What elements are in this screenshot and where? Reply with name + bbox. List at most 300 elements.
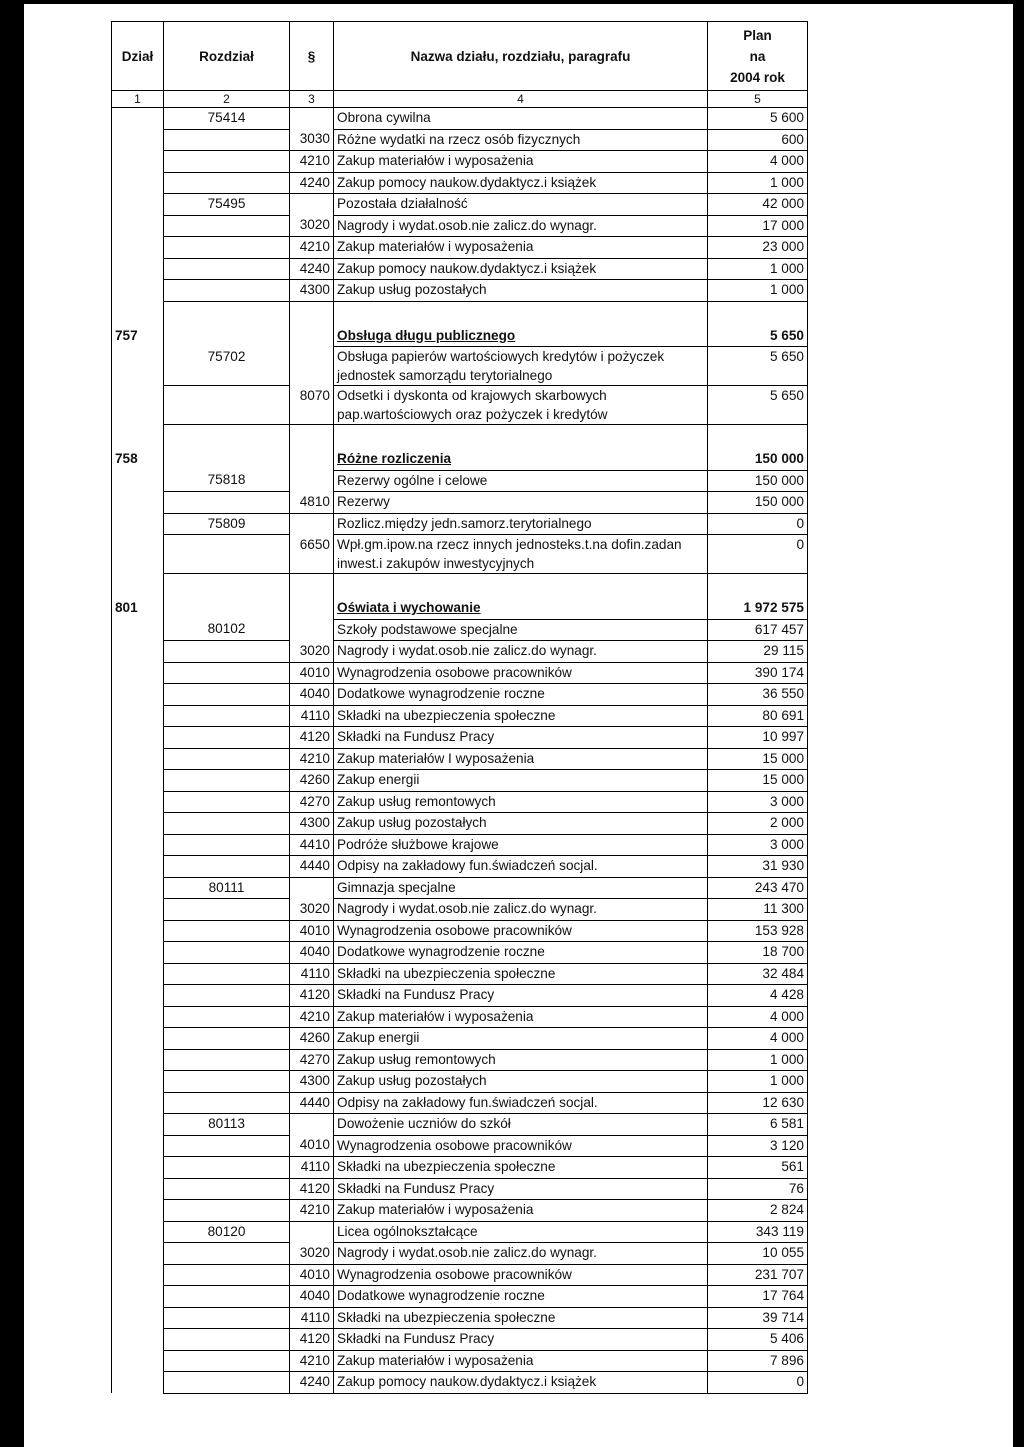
dzial-code bbox=[112, 1092, 164, 1114]
plan-value: 4 000 bbox=[708, 151, 808, 173]
item-name: Składki na ubezpieczenia społeczne bbox=[334, 963, 708, 985]
rozdzial-row bbox=[112, 877, 808, 899]
scan-edge-top bbox=[0, 0, 1024, 4]
header-nazwa: Nazwa działu, rozdziału, paragrafu bbox=[334, 22, 708, 91]
paragraf-code: 4010 bbox=[290, 662, 334, 684]
plan-value: 3 120 bbox=[708, 1135, 808, 1157]
dzial-code bbox=[112, 386, 164, 425]
rozdzial-code bbox=[164, 1286, 290, 1308]
dzial-code bbox=[112, 727, 164, 749]
plan-value: 1 000 bbox=[708, 258, 808, 280]
item-name: Składki na Fundusz Pracy bbox=[334, 727, 708, 749]
item-name: Wynagrodzenia osobowe pracowników bbox=[334, 920, 708, 942]
plan-value: 12 630 bbox=[708, 1092, 808, 1114]
paragraf-code: 4040 bbox=[290, 1286, 334, 1308]
paragraf-row bbox=[112, 1329, 808, 1351]
item-name: Odpisy na zakładowy fun.świadczeń socjal. bbox=[334, 1092, 708, 1114]
paragraf-code: 4010 bbox=[290, 920, 334, 942]
paragraf-code: 4210 bbox=[290, 748, 334, 770]
paragraf-row bbox=[112, 386, 808, 425]
rozdzial-code bbox=[164, 215, 290, 237]
dzial-code bbox=[112, 1178, 164, 1200]
item-name: Dowożenie uczniów do szkół bbox=[334, 1114, 708, 1136]
item-name: Zakup usług pozostałych bbox=[334, 1071, 708, 1093]
item-name: Dodatkowe wynagrodzenie roczne bbox=[334, 942, 708, 964]
scan-edge-right bbox=[1013, 0, 1024, 1447]
rozdzial-code: 75702 bbox=[164, 347, 290, 386]
paragraf-code: 4110 bbox=[290, 963, 334, 985]
paragraf-row bbox=[112, 1178, 808, 1200]
spacer-cell bbox=[164, 301, 290, 326]
rozdzial-code bbox=[164, 151, 290, 173]
paragraf-code: 4210 bbox=[290, 1006, 334, 1028]
rozdzial-code bbox=[164, 1200, 290, 1222]
paragraf-row bbox=[112, 1157, 808, 1179]
paragraf-row bbox=[112, 280, 808, 302]
dzial-code: 801 bbox=[112, 598, 164, 619]
rozdzial-row bbox=[112, 1221, 808, 1243]
plan-value: 1 000 bbox=[708, 172, 808, 194]
spacer-cell bbox=[112, 301, 164, 326]
header-plan-line3: 2004 rok bbox=[730, 69, 785, 85]
plan-value: 1 000 bbox=[708, 1071, 808, 1093]
header-plan bbox=[708, 22, 808, 91]
plan-value: 2 824 bbox=[708, 1200, 808, 1222]
paragraf-code bbox=[290, 194, 334, 216]
plan-value: 4 428 bbox=[708, 985, 808, 1007]
plan-value: 0 bbox=[708, 535, 808, 574]
paragraf-row bbox=[112, 985, 808, 1007]
dzial-code bbox=[112, 1350, 164, 1372]
rozdzial-code bbox=[164, 129, 290, 151]
paragraf-row bbox=[112, 641, 808, 663]
rozdzial-code: 75414 bbox=[164, 108, 290, 130]
paragraf-code: 4810 bbox=[290, 492, 334, 514]
rozdzial-code bbox=[164, 705, 290, 727]
paragraf-code: 3030 bbox=[290, 129, 334, 151]
paragraf-code bbox=[290, 513, 334, 535]
dzial-code bbox=[112, 920, 164, 942]
rozdzial-code bbox=[164, 856, 290, 878]
dzial-code bbox=[112, 942, 164, 964]
dzial-code bbox=[112, 1286, 164, 1308]
rozdzial-code bbox=[164, 641, 290, 663]
plan-value: 4 000 bbox=[708, 1028, 808, 1050]
item-name: Zakup materiałów i wyposażenia bbox=[334, 1200, 708, 1222]
plan-value: 5 650 bbox=[708, 386, 808, 425]
item-name: Zakup pomocy naukow.dydaktycz.i książek bbox=[334, 172, 708, 194]
item-name: Obsługa długu publicznego bbox=[334, 326, 708, 347]
header-paragraf: § bbox=[290, 22, 334, 91]
rozdzial-code bbox=[164, 237, 290, 259]
dzial-code bbox=[112, 705, 164, 727]
item-name: Rezerwy bbox=[334, 492, 708, 514]
paragraf-code: 4120 bbox=[290, 1178, 334, 1200]
rozdzial-code bbox=[164, 1243, 290, 1265]
plan-value: 600 bbox=[708, 129, 808, 151]
paragraf-code: 4110 bbox=[290, 1307, 334, 1329]
rozdzial-row bbox=[112, 619, 808, 641]
plan-value: 29 115 bbox=[708, 641, 808, 663]
paragraf-row bbox=[112, 662, 808, 684]
paragraf-code: 4240 bbox=[290, 1372, 334, 1394]
plan-value: 343 119 bbox=[708, 1221, 808, 1243]
plan-value: 150 000 bbox=[708, 449, 808, 470]
rozdzial-code bbox=[164, 1135, 290, 1157]
item-name: Zakup usług pozostałych bbox=[334, 280, 708, 302]
spacer-cell bbox=[164, 425, 290, 450]
paragraf-code: 4210 bbox=[290, 237, 334, 259]
paragraf-code: 3020 bbox=[290, 641, 334, 663]
paragraf-row bbox=[112, 1243, 808, 1265]
paragraf-row bbox=[112, 151, 808, 173]
rozdzial-code bbox=[164, 535, 290, 574]
paragraf-row bbox=[112, 1307, 808, 1329]
paragraf-code: 4210 bbox=[290, 1350, 334, 1372]
spacer-cell bbox=[334, 425, 708, 450]
header-plan-line1: Plan bbox=[743, 27, 772, 43]
dzial-code bbox=[112, 1329, 164, 1351]
item-name: Zakup usług pozostałych bbox=[334, 813, 708, 835]
plan-value: 3 000 bbox=[708, 834, 808, 856]
paragraf-code: 4110 bbox=[290, 1157, 334, 1179]
plan-value: 150 000 bbox=[708, 470, 808, 492]
item-name: Składki na Fundusz Pracy bbox=[334, 1329, 708, 1351]
plan-value: 32 484 bbox=[708, 963, 808, 985]
paragraf-code: 4010 bbox=[290, 1264, 334, 1286]
item-name: Zakup materiałów i wyposażenia bbox=[334, 237, 708, 259]
dzial-code bbox=[112, 619, 164, 641]
table-header bbox=[112, 22, 808, 108]
paragraf-row bbox=[112, 1372, 808, 1394]
item-name: Nagrody i wydat.osob.nie zalicz.do wynagr. bbox=[334, 1243, 708, 1265]
rozdzial-code bbox=[164, 920, 290, 942]
dzial-code bbox=[112, 513, 164, 535]
item-name: Różne wydatki na rzecz osób fizycznych bbox=[334, 129, 708, 151]
dzial-code bbox=[112, 1372, 164, 1394]
dzial-code bbox=[112, 172, 164, 194]
item-name: Gimnazja specjalne bbox=[334, 877, 708, 899]
plan-value: 11 300 bbox=[708, 899, 808, 921]
paragraf-code bbox=[290, 347, 334, 386]
paragraf-code: 4410 bbox=[290, 834, 334, 856]
spacer-cell bbox=[112, 574, 164, 599]
plan-value: 6 581 bbox=[708, 1114, 808, 1136]
rozdzial-row bbox=[112, 513, 808, 535]
item-name: Zakup materiałów i wyposażenia bbox=[334, 151, 708, 173]
column-number: 3 bbox=[290, 91, 334, 108]
paragraf-code: 4300 bbox=[290, 1071, 334, 1093]
item-name: Odpisy na zakładowy fun.świadczeń socjal. bbox=[334, 856, 708, 878]
spacer-cell bbox=[708, 425, 808, 450]
dzial-code bbox=[112, 877, 164, 899]
rozdzial-code bbox=[164, 727, 290, 749]
item-name: Nagrody i wydat.osob.nie zalicz.do wynagr. bbox=[334, 215, 708, 237]
plan-value: 15 000 bbox=[708, 770, 808, 792]
paragraf-code: 3020 bbox=[290, 899, 334, 921]
item-name: Obrona cywilna bbox=[334, 108, 708, 130]
rozdzial-code bbox=[164, 1329, 290, 1351]
paragraf-row bbox=[112, 813, 808, 835]
rozdzial-code bbox=[164, 1071, 290, 1093]
plan-value: 23 000 bbox=[708, 237, 808, 259]
rozdzial-code bbox=[164, 899, 290, 921]
rozdzial-code bbox=[164, 1372, 290, 1394]
paragraf-row bbox=[112, 237, 808, 259]
spacer-row bbox=[112, 425, 808, 450]
dzial-code bbox=[112, 492, 164, 514]
dzial-code bbox=[112, 108, 164, 130]
rozdzial-row bbox=[112, 1114, 808, 1136]
plan-value: 0 bbox=[708, 513, 808, 535]
paragraf-code: 4210 bbox=[290, 151, 334, 173]
rozdzial-code bbox=[164, 985, 290, 1007]
plan-value: 10 055 bbox=[708, 1243, 808, 1265]
paragraf-row bbox=[112, 258, 808, 280]
rozdzial-code bbox=[164, 748, 290, 770]
paragraf-row bbox=[112, 1286, 808, 1308]
plan-value: 4 000 bbox=[708, 1006, 808, 1028]
dzial-code bbox=[112, 535, 164, 574]
spacer-cell bbox=[708, 574, 808, 599]
item-name: Składki na ubezpieczenia społeczne bbox=[334, 705, 708, 727]
item-name: Składki na Fundusz Pracy bbox=[334, 985, 708, 1007]
spacer-cell bbox=[290, 301, 334, 326]
paragraf-code bbox=[290, 619, 334, 641]
paragraf-row bbox=[112, 1006, 808, 1028]
item-name: Zakup pomocy naukow.dydaktycz.i książek bbox=[334, 1372, 708, 1394]
item-name: Zakup materiałów i wyposażenia bbox=[334, 1350, 708, 1372]
plan-value: 3 000 bbox=[708, 791, 808, 813]
dzial-code bbox=[112, 1071, 164, 1093]
rozdzial-code bbox=[164, 449, 290, 470]
paragraf-code: 4040 bbox=[290, 942, 334, 964]
budget-table bbox=[111, 21, 808, 1394]
rozdzial-code: 80102 bbox=[164, 619, 290, 641]
paragraf-code: 3020 bbox=[290, 1243, 334, 1265]
header-rozdzial: Rozdział bbox=[164, 22, 290, 91]
paragraf-code: 4300 bbox=[290, 280, 334, 302]
paragraf-row bbox=[112, 215, 808, 237]
rozdzial-code bbox=[164, 258, 290, 280]
column-number: 1 bbox=[112, 91, 164, 108]
paragraf-code: 4240 bbox=[290, 258, 334, 280]
paragraf-code: 4270 bbox=[290, 791, 334, 813]
item-name: Wpł.gm.ipow.na rzecz innych jednosteks.t.na dofin.zadan inwest.i zakupów inwestycyjnych bbox=[334, 535, 708, 574]
dzial-code bbox=[112, 215, 164, 237]
dzial-code bbox=[112, 985, 164, 1007]
paragraf-row bbox=[112, 1092, 808, 1114]
plan-value: 42 000 bbox=[708, 194, 808, 216]
paragraf-row bbox=[112, 920, 808, 942]
rozdzial-code bbox=[164, 386, 290, 425]
paragraf-row bbox=[112, 748, 808, 770]
rozdzial-row bbox=[112, 194, 808, 216]
item-name: Wynagrodzenia osobowe pracowników bbox=[334, 1264, 708, 1286]
paragraf-code bbox=[290, 449, 334, 470]
paragraf-row bbox=[112, 791, 808, 813]
paragraf-code bbox=[290, 1114, 334, 1136]
dzial-code bbox=[112, 684, 164, 706]
item-name: Zakup pomocy naukow.dydaktycz.i książek bbox=[334, 258, 708, 280]
plan-value: 5 600 bbox=[708, 108, 808, 130]
spacer-row bbox=[112, 301, 808, 326]
plan-value: 1 000 bbox=[708, 1049, 808, 1071]
dzial-code bbox=[112, 1135, 164, 1157]
paragraf-code: 4210 bbox=[290, 1200, 334, 1222]
dzial-code bbox=[112, 1243, 164, 1265]
plan-value: 390 174 bbox=[708, 662, 808, 684]
dzial-code bbox=[112, 1264, 164, 1286]
item-name: Podróże służbowe krajowe bbox=[334, 834, 708, 856]
plan-value: 150 000 bbox=[708, 492, 808, 514]
item-name: Zakup energii bbox=[334, 770, 708, 792]
rozdzial-code bbox=[164, 834, 290, 856]
rozdzial-code: 80111 bbox=[164, 877, 290, 899]
spacer-cell bbox=[334, 301, 708, 326]
item-name: Rozlicz.między jedn.samorz.terytorialnego bbox=[334, 513, 708, 535]
item-name: Pozostała działalność bbox=[334, 194, 708, 216]
rozdzial-code: 75818 bbox=[164, 470, 290, 492]
rozdzial-code bbox=[164, 1178, 290, 1200]
rozdzial-code: 80120 bbox=[164, 1221, 290, 1243]
rozdzial-row bbox=[112, 108, 808, 130]
paragraf-row bbox=[112, 1200, 808, 1222]
paragraf-code: 4010 bbox=[290, 1135, 334, 1157]
dzial-code bbox=[112, 1307, 164, 1329]
rozdzial-code bbox=[164, 1350, 290, 1372]
paragraf-row bbox=[112, 492, 808, 514]
item-name: Wynagrodzenia osobowe pracowników bbox=[334, 662, 708, 684]
dzial-code bbox=[112, 194, 164, 216]
item-name: Składki na Fundusz Pracy bbox=[334, 1178, 708, 1200]
paragraf-code: 4260 bbox=[290, 1028, 334, 1050]
paragraf-code: 4440 bbox=[290, 1092, 334, 1114]
plan-value: 5 650 bbox=[708, 347, 808, 386]
column-number: 2 bbox=[164, 91, 290, 108]
dzial-code bbox=[112, 470, 164, 492]
plan-value: 17 764 bbox=[708, 1286, 808, 1308]
paragraf-code: 4120 bbox=[290, 727, 334, 749]
paragraf-code: 4040 bbox=[290, 684, 334, 706]
item-name: Odsetki i dyskonta od krajowych skarbowych pap.wartościowych oraz pożyczek i kredytów bbox=[334, 386, 708, 425]
rozdzial-code bbox=[164, 280, 290, 302]
plan-value: 18 700 bbox=[708, 942, 808, 964]
paragraf-code: 6650 bbox=[290, 535, 334, 574]
rozdzial-code bbox=[164, 770, 290, 792]
rozdzial-code bbox=[164, 598, 290, 619]
rozdzial-code bbox=[164, 172, 290, 194]
spacer-cell bbox=[290, 425, 334, 450]
plan-value: 80 691 bbox=[708, 705, 808, 727]
rozdzial-row bbox=[112, 470, 808, 492]
item-name: Różne rozliczenia bbox=[334, 449, 708, 470]
spacer-cell bbox=[112, 425, 164, 450]
spacer-row bbox=[112, 574, 808, 599]
paragraf-row bbox=[112, 129, 808, 151]
rozdzial-code bbox=[164, 1092, 290, 1114]
item-name: Zakup materiałów I wyposażenia bbox=[334, 748, 708, 770]
plan-value: 153 928 bbox=[708, 920, 808, 942]
plan-value: 1 972 575 bbox=[708, 598, 808, 619]
dzial-code bbox=[112, 1028, 164, 1050]
paragraf-code: 8070 bbox=[290, 386, 334, 425]
dzial-row bbox=[112, 326, 808, 347]
paragraf-code: 3020 bbox=[290, 215, 334, 237]
dzial-code bbox=[112, 1006, 164, 1028]
dzial-code bbox=[112, 129, 164, 151]
paragraf-row bbox=[112, 535, 808, 574]
dzial-code bbox=[112, 813, 164, 835]
plan-value: 561 bbox=[708, 1157, 808, 1179]
paragraf-code bbox=[290, 877, 334, 899]
paragraf-row bbox=[112, 705, 808, 727]
paragraf-code bbox=[290, 108, 334, 130]
plan-value: 17 000 bbox=[708, 215, 808, 237]
paragraf-row bbox=[112, 1135, 808, 1157]
paragraf-row bbox=[112, 172, 808, 194]
paragraf-code: 4440 bbox=[290, 856, 334, 878]
item-name: Składki na ubezpieczenia społeczne bbox=[334, 1307, 708, 1329]
dzial-code bbox=[112, 151, 164, 173]
dzial-code bbox=[112, 748, 164, 770]
dzial-code bbox=[112, 662, 164, 684]
dzial-code bbox=[112, 856, 164, 878]
paragraf-row bbox=[112, 1049, 808, 1071]
plan-value: 31 930 bbox=[708, 856, 808, 878]
item-name: Składki na ubezpieczenia społeczne bbox=[334, 1157, 708, 1179]
paragraf-row bbox=[112, 1350, 808, 1372]
dzial-code bbox=[112, 347, 164, 386]
paragraf-row bbox=[112, 899, 808, 921]
plan-value: 76 bbox=[708, 1178, 808, 1200]
paragraf-code bbox=[290, 1221, 334, 1243]
rozdzial-code bbox=[164, 942, 290, 964]
item-name: Szkoły podstawowe specjalne bbox=[334, 619, 708, 641]
item-name: Oświata i wychowanie bbox=[334, 598, 708, 619]
item-name: Rezerwy ogólne i celowe bbox=[334, 470, 708, 492]
dzial-code bbox=[112, 834, 164, 856]
paragraf-code: 4110 bbox=[290, 705, 334, 727]
plan-value: 7 896 bbox=[708, 1350, 808, 1372]
dzial-code bbox=[112, 899, 164, 921]
spacer-cell bbox=[164, 574, 290, 599]
paragraf-row bbox=[112, 1264, 808, 1286]
item-name: Zakup usług remontowych bbox=[334, 1049, 708, 1071]
paragraf-code: 4300 bbox=[290, 813, 334, 835]
paragraf-code bbox=[290, 326, 334, 347]
item-name: Zakup materiałów i wyposażenia bbox=[334, 1006, 708, 1028]
rozdzial-code: 75809 bbox=[164, 513, 290, 535]
item-name: Obsługa papierów wartościowych kredytów i pożyczek jednostek samorządu terytorialnego bbox=[334, 347, 708, 386]
rozdzial-code bbox=[164, 1307, 290, 1329]
dzial-code: 757 bbox=[112, 326, 164, 347]
item-name: Zakup energii bbox=[334, 1028, 708, 1050]
item-name: Wynagrodzenia osobowe pracowników bbox=[334, 1135, 708, 1157]
dzial-code bbox=[112, 280, 164, 302]
plan-value: 10 997 bbox=[708, 727, 808, 749]
plan-value: 231 707 bbox=[708, 1264, 808, 1286]
table-body bbox=[112, 108, 808, 1394]
column-number-row bbox=[112, 91, 808, 108]
spacer-cell bbox=[290, 574, 334, 599]
rozdzial-code bbox=[164, 326, 290, 347]
rozdzial-code bbox=[164, 662, 290, 684]
dzial-code: 758 bbox=[112, 449, 164, 470]
paragraf-code: 4260 bbox=[290, 770, 334, 792]
dzial-code bbox=[112, 258, 164, 280]
rozdzial-code bbox=[164, 492, 290, 514]
